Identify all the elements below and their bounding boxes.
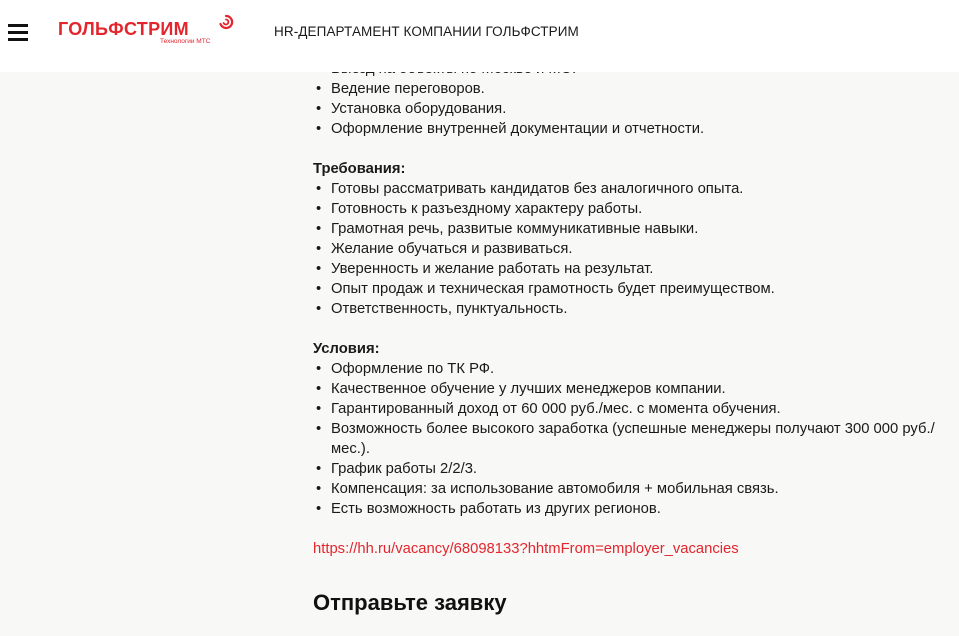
header-title: HR-ДЕПАРТАМЕНТ КОМПАНИИ ГОЛЬФСТРИМ <box>274 24 579 39</box>
vacancy-link[interactable]: https://hh.ru/vacancy/68098133?hhtmFrom=employer_vacancies <box>313 541 739 557</box>
list-item: • Ответственность, пунктуальность. <box>313 299 959 319</box>
logo-subtitle: Технологии МТС <box>160 38 211 45</box>
list-item: • Есть возможность работать из других регионов. <box>313 499 959 519</box>
list-item: • График работы 2/2/3. <box>313 459 959 479</box>
requirements-list <box>313 179 959 319</box>
menu-line <box>8 24 28 27</box>
list-item: • Оформление по ТК РФ. <box>313 359 959 379</box>
conditions-title: Условия: <box>313 341 380 357</box>
menu-line <box>8 31 28 34</box>
list-item: • Уверенность и желание работать на результат. <box>313 259 959 279</box>
requirements-title: Требования: <box>313 161 406 177</box>
hamburger-menu-icon[interactable] <box>8 24 28 42</box>
list-item: • Готовы рассматривать кандидатов без аналогичного опыта. <box>313 179 959 199</box>
list-item: • Установка оборудования. <box>313 99 959 119</box>
list-item: • Возможность более высокого заработка (успешные менеджеры получают 300 000 руб./мес.). <box>313 419 959 459</box>
list-item: • Качественное обучение у лучших менеджеров компании. <box>313 379 959 399</box>
list-item: • Компенсация: за использование автомобиля + мобильная связь. <box>313 479 959 499</box>
menu-line <box>8 38 28 41</box>
company-logo[interactable] <box>58 14 234 48</box>
list-item: • Грамотная речь, развитые коммуникативные навыки. <box>313 219 959 239</box>
application-form-title: Отправьте заявку <box>313 590 507 615</box>
vacancy-description <box>313 59 959 617</box>
list-item: • Гарантированный доход от 60 000 руб./мес. с момента обучения. <box>313 399 959 419</box>
list-item: • Желание обучаться и развиваться. <box>313 239 959 259</box>
conditions-list <box>313 359 959 519</box>
list-item: • Опыт продаж и техническая грамотность будет преимуществом. <box>313 279 959 299</box>
site-header <box>0 0 959 72</box>
list-item: • Готовность к разъездному характеру работы. <box>313 199 959 219</box>
list-item: • Оформление внутренней документации и отчетности. <box>313 119 959 139</box>
list-item: • Ведение переговоров. <box>313 79 959 99</box>
logo-swirl-icon <box>218 14 234 30</box>
logo-text: ГОЛЬФСТРИМ <box>58 19 189 39</box>
